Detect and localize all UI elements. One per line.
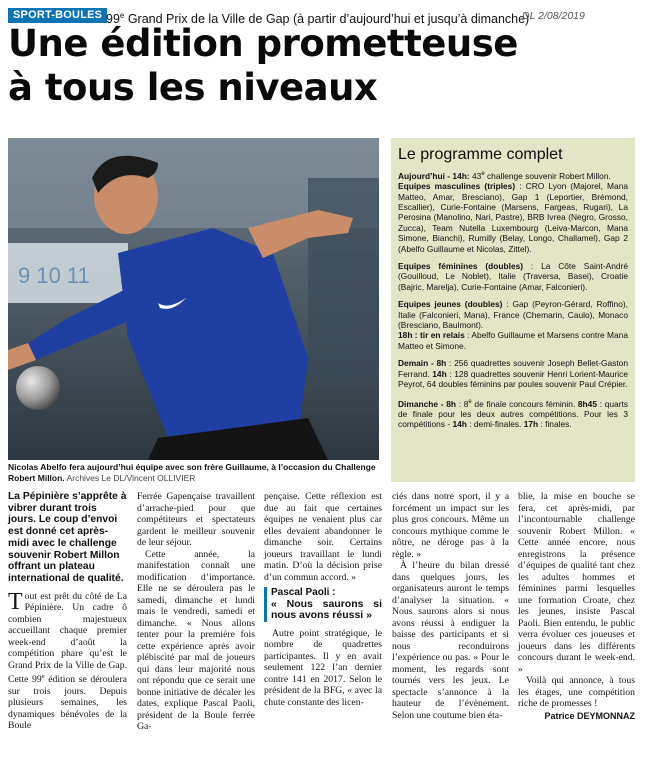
- intertitle: [264, 587, 382, 622]
- article-paragraph: pençaise. Cette réflexion est due au fait que certaines équipes ne venaient plus car elles devaient abandonner le dimanche soir. Certains joueurs travaillant le lundi matin. D’où la décision prise d’un commun accord. »: [264, 491, 382, 583]
- article-lead: La Pépinière s’apprête à vibrer durant trois jours. Le coup d’envoi est donné cet après-midi avec le challenge souvenir Robert Millon offrant un plateau international de qualité.: [8, 491, 127, 584]
- article-column-5: [518, 491, 635, 722]
- program-sidebar: [391, 138, 635, 482]
- section-rubric: SPORT-BOULES: [8, 8, 107, 23]
- article-column-4: [392, 491, 509, 721]
- kicker-line: 99e Grand Prix de la Ville de Gap (à partir d’aujourd’hui et jusqu’à dimanche): [106, 11, 530, 27]
- caption-text: Nicolas Abelfo fera aujourd’hui équipe avec son frère Guillaume, à l’occasion du Challenge Robert Millon.: [8, 462, 376, 483]
- program-sunday: Dimanche - 8h : 8e de finale concours féminin. 8h45 : quarts de finale pour les deux autres compétitions. Pour les 3 compétitions - 14h : demi-finales. 17h : finales.: [398, 398, 628, 430]
- headline-line-2: à tous les niveaux: [8, 66, 378, 109]
- photo-caption: [8, 462, 380, 484]
- boule-ball: [16, 366, 60, 410]
- drop-cap: T: [8, 588, 23, 615]
- article-column-2: [137, 491, 255, 733]
- program-saturday: Demain - 8h : 256 quadrettes souvenir Joseph Bellet-Gaston Ferrand. 14h : 128 quadrettes souvenir Henri Lorient-Maurice Peyrot, 64 doubles féminins par poules souvenir Paul Crépier.: [398, 358, 628, 390]
- program-women: Equipes féminines (doubles) : La Côte Saint-André (Gouilloud, Le Noblet), Italie (Traversa, Basei), Croatie (Bajric, Marelja), Curie-Fontaine (Amar, Falconieri).: [398, 261, 628, 292]
- article-paragraph: À l’heure du bilan dressé dans quelques jours, les organisateurs auront le temps d’analyser la situation. « Nous saurons alors si nous avons réussi à endiguer la baisse des participants et si nous reconduirons l’expérience ou pas. » Pour le moment, les regards sont tournés vers les jeux. Le spectacle s’annonce à la hauteur de l’évènement. Selon une coutume bien éta-: [392, 560, 509, 721]
- intertitle-quote: « Nous saurons si nous avons réussi »: [271, 597, 382, 621]
- background-banner: 9 10 11: [18, 263, 90, 288]
- headline-line-1: Une édition prometteuse: [8, 22, 518, 65]
- author-signature: Patrice DEYMONNAZ: [544, 710, 635, 721]
- article-column-3: [264, 491, 382, 708]
- article-paragraph: blie, la mise en bouche se fera, cet après-midi, par l’incontournable challenge souvenir Robert Millon. « Cette année encore, nous enregistrons la présence d’équipes de qualité tant chez les adultes hommes et féminines parmi lesquelles une formation Croate, chez les jeunes, insiste Pascal Paoli. Bien entendu, le public verra évoluer ces joueuses et joueurs dans les différents concours durant le week-end. »: [518, 491, 635, 675]
- article-paragraph: ciés dans notre sport, il y a forcément un impact sur les plus gros concours. Même un concours mythique comme le nôtre, ne déroge pas à la règle. »: [392, 491, 509, 560]
- article-photo: [8, 138, 379, 460]
- article-paragraph: Autre point stratégique, le nombre de quadrettes participantes. Il y en avait seulement 122 l’an dernier contre 141 en 2017. Selon le président de la BFG, « avec la chute constante des licen-: [264, 627, 382, 708]
- article-paragraph: Ferrée Gapençaise travaillent d’arrache-pied pour que compétiteurs et spectateurs gardent le meilleur souvenir de leur séjour.: [137, 491, 255, 548]
- article-column-1: [8, 491, 127, 732]
- intertitle-name: Pascal Paoli :: [271, 587, 336, 598]
- headline: [8, 22, 648, 110]
- program-today: Aujourd’hui - 14h: 43e challenge souvenir Robert Millon. Equipes masculines (triples) : CRO Lyon (Majorel, Mana Matteo, Amar, Bresciano), Gap 1 (Leportier, Brémond, Escallier), Curie-Fontaine (Marsens, Fargeas, Rugari), La Perosina (Manolino, Nari, Pastre), BRB Ivrea (Negro, Grosso, Zucca), Team Nutella Luxembourg (Leiva-Marcon, Mana Simone, Bianchi), Rumilly (Belay, Longo, Challamel), Gap 2 (Abelfo Guillaume et Nicolas, Zittel).: [398, 170, 629, 254]
- source-date: DL 2/08/2019: [522, 10, 585, 22]
- photo-credit: Archives Le DL/Vincent OLLIVIER: [64, 473, 196, 483]
- article-paragraph: Cette année, la manifestation connaît une modification d’importance. Elle ne se déroulera pas le samedi, dimanche et lundi mais le vendredi, samedi et dimanche. « Nous allons tenter pour la première fois cette expérience après avoir plébiscité par mal de joueurs qui dans leur majorité nous ont répondu que ce serait une bonne initiative de décaler les dates, explique Pascal Paoli, président de la Boule ferrée Ga-: [137, 548, 255, 732]
- sidebar-title: Le programme complet: [398, 146, 563, 163]
- player-illustration: [8, 138, 379, 460]
- program-youth: Equipes jeunes (doubles) : Gap (Peyron-Gérard, Roffino), Italie (Falconieri, Mana), France (Chemarin, Caulo), Monaco (Bresciano, Baulmont). 18h : tir en relais : Abelfo Guillaume et Marsens contre Mana Matteo et Simone.: [398, 299, 628, 351]
- article-paragraph: Tout est prêt du côté de La Pépinière. Un cadre ô combien majestueux accueillant chaque premier week-end d’août la compétition phare qu’est le Grand Prix de la Ville de Gap. Cette 99e édition se déroulera sur trois jours. Depuis plusieurs semaines, les dynamiques bénévoles de la Boule: [8, 588, 127, 732]
- article-paragraph: Voilà qui annonce, à tous les étages, une compétition riche de promesses !: [518, 675, 635, 709]
